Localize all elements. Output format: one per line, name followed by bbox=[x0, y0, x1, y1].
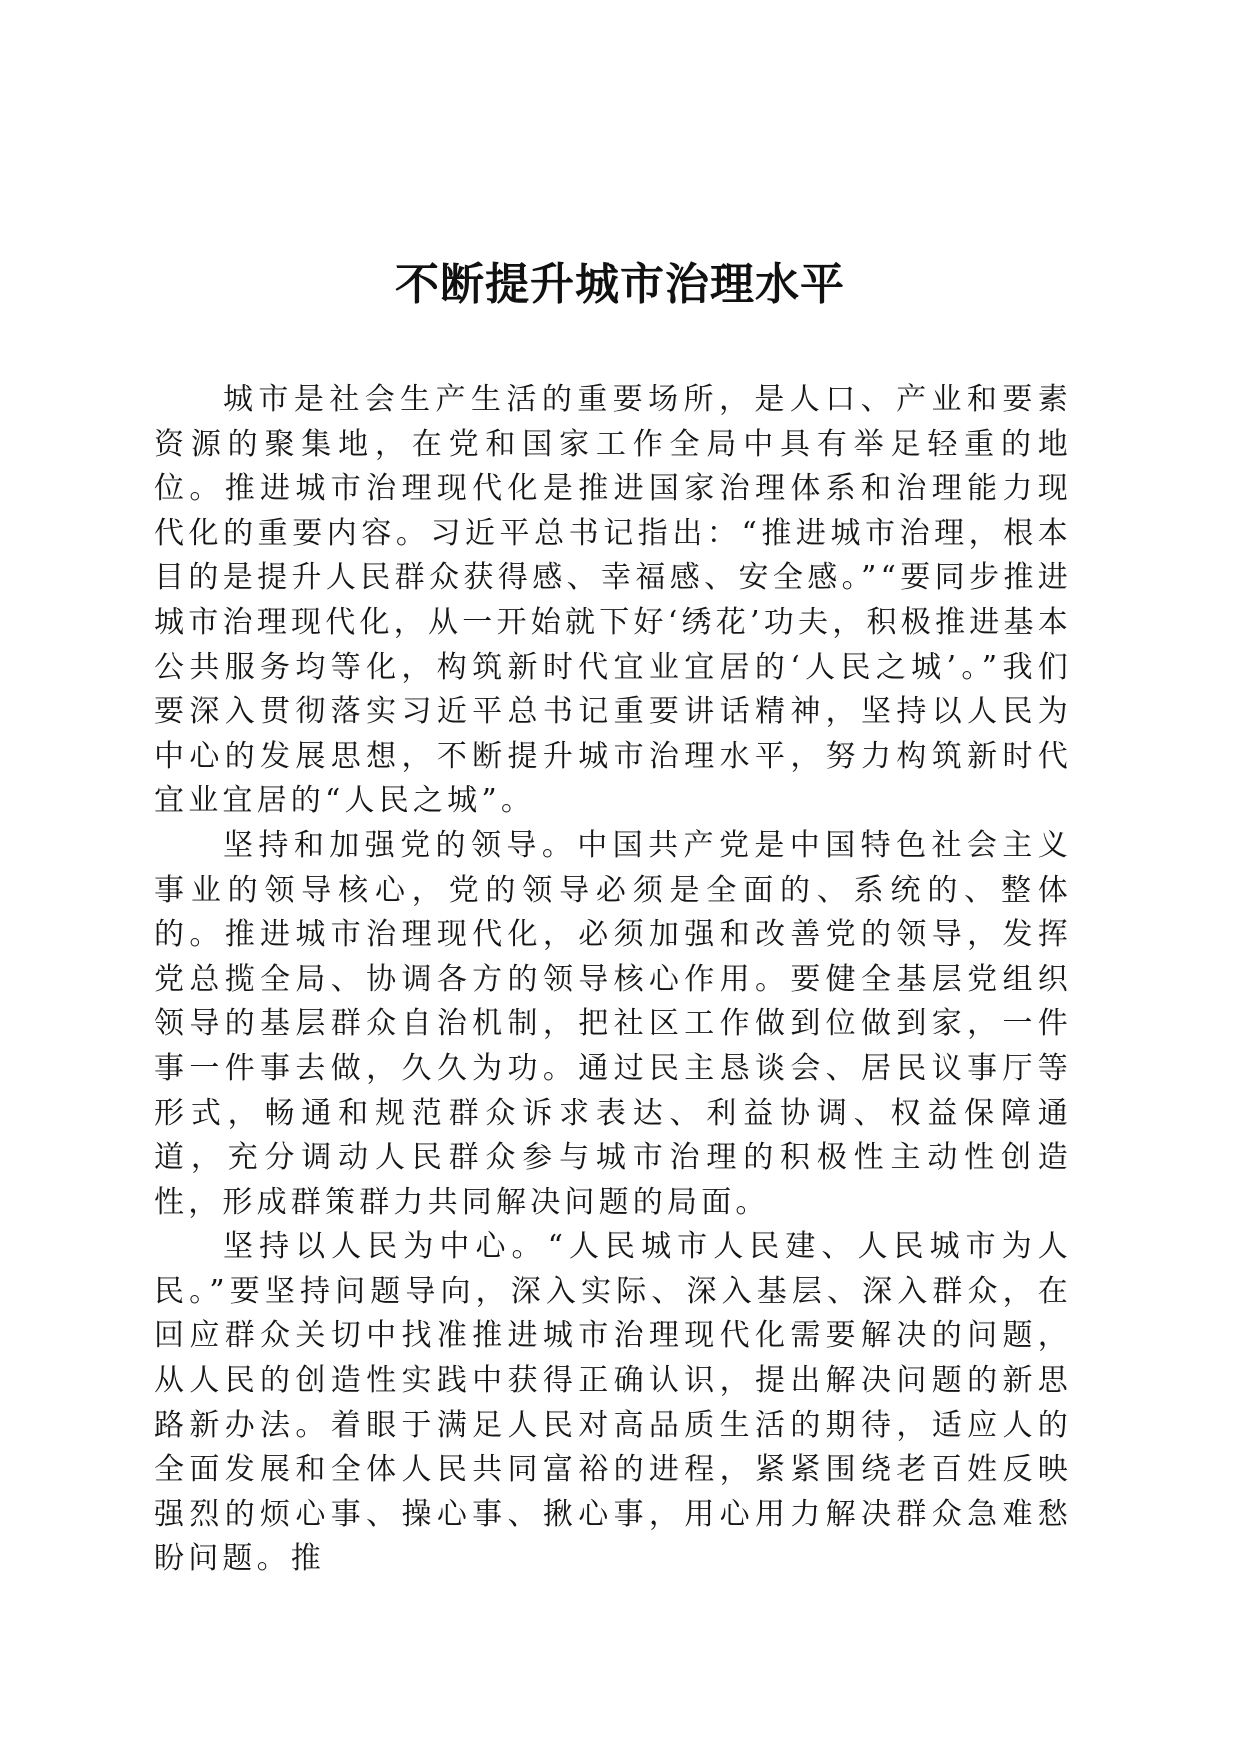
document-body bbox=[154, 378, 1072, 1582]
paragraph-party-leadership: 坚持和加强党的领导。中国共产党是中国特色社会主义事业的领导核心，党的领导必须是全面的、系统的、整体的。推进城市治理现代化，必须加强和改善党的领导，发挥党总揽全局、协调各方的领导核心作用。要健全基层党组织领导的基层群众自治机制，把社区工作做到位做到家，一件事一件事去做，久久为功。通过民主恳谈会、居民议事厅等形式，畅通和规范群众诉求表达、利益协调、权益保障通道，充分调动人民群众参与城市治理的积极性主动性创造性，形成群策群力共同解决问题的局面。 bbox=[154, 827, 1072, 1220]
paragraph-people-centered: 坚持以人民为中心。“人民城市人民建、人民城市为人民。”要坚持问题导向，深入实际、深入基层、深入群众，在回应群众关切中找准推进城市治理现代化需要解决的问题，从人民的创造性实践中获得正确认识，提出解决问题的新思路新办法。着眼于满足人民对高品质生活的期待，适应人的全面发展和全体人民共同富裕的进程，紧紧围绕老百姓反映强烈的烦心事、操心事、揪心事，用心用力解决群众急难愁盼问题。推 bbox=[154, 1229, 1072, 1577]
paragraph-intro: 城市是社会生产生活的重要场所，是人口、产业和要素资源的聚集地，在党和国家工作全局中具有举足轻重的地位。推进城市治理现代化是推进国家治理体系和治理能力现代化的重要内容。习近平总书记指出：“推进城市治理，根本目的是提升人民群众获得感、幸福感、安全感。”“要同步推进城市治理现代化，从一开始就下好‘绣花’功夫，积极推进基本公共服务均等化，构筑新时代宜业宜居的‘人民之城’。”我们要深入贯彻落实习近平总书记重要讲话精神，坚持以人民为中心的发展思想，不断提升城市治理水平，努力构筑新时代宜业宜居的“人民之城”。 bbox=[154, 382, 1072, 819]
document-title: 不断提升城市治理水平 bbox=[395, 259, 845, 310]
